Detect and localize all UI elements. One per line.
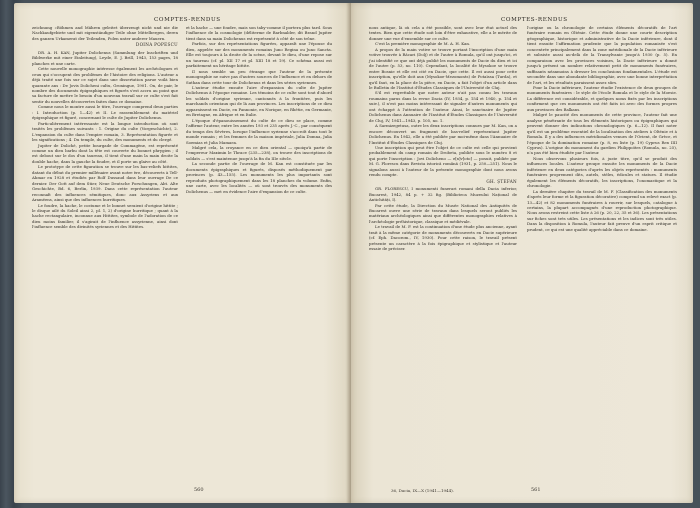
right-page [351,3,693,503]
paragraph: Le travail de M. F. est la continuation d'une étude plus ancienne, ayant trait à la même catégorie de monuments découverts en Dacie supérieure (cf. Eph. Dacorom., IV, 1930). Pour cette raison, le travail présent présente un caractère à la fois épigraphique et stylistique et l'auteur essaie de préciser. [369,224,517,252]
paragraph: Le prototype de cette figuration se trouve sur les bas-reliefs hittites, datant du début du premier millénaire avant notre ère, découverts à Tell-Ahmar en 1928 et étudiés par Rolf Dussaud dans leur ouvrage De ce dernier. Der Gott auf dem Stier, Neue Deutsche Forschungen, Abt. Alte Geschichte, Bd. 6, Berlin, 1939. Dans cette représentation l'auteur reconnaît des influences sémitiques, donc aux Assyriens et aux Araméens, ainsi que des influences hurritiques. [32,164,178,203]
paragraph: Comme nous le montre aussi le titre, l'ouvrage comprend deux parties : I. Introduction (p. 1—42) et II. Le rassemblement du matériel épigraphique et figuré, concernant le culte de Jupiter Dolichenus. [32,104,178,121]
paragraph: Pour la Dacie inférieure, l'auteur étudie l'existence de deux groupes de monuments funéraires : le style de l'école Romula et le style de la Moesie. La différence est considérable, et quelques noms fixés par les inscriptions confirment que ces monuments ont été faits ici avec des formes propres aux provinces des Balkans. [527,84,677,112]
paragraph: Parfois, sur des représentations figurées, apparaît une l'épouse du dieu, appelée sur des monuments romains Juno Regina ou Juno Sancta. Elle est toujours à la droite de la scène, devant le dieu, d'une repose sur un taureau (cf. pl. XII 17 et pl. XIII 18 et 19). Ce schéma aussi est parfaitement un héritage hittite. [186,41,332,69]
left-page-column-2 [186,25,332,194]
right-page-column-1 [369,25,517,252]
paragraph: C'est la première monographie de M. A. H. Kan. [375,41,471,47]
paragraph: La seconde partie de l'ouvrage de M. Kan est constituée par les documents épigraphiques et figurés, disposés méthodiquement par provinces (p. 43—155). Les monuments les plus importants sont reproduits photographiquement dans les 18 planches du volume. Enfin, une carte, avec les localités — où sont trouvés des monuments des Dolichenus — met en évidence l'aire d'expansion de ce culte. [186,161,332,194]
paragraph: Malgré le paucité des monuments de cette province, l'auteur fait une analyse pénétrante de tous les éléments historiques ou épigraphiques qui peuvent donner des indications chronologiques (p. 6—12). Il faut noter qu'il est un problème essentiel de la localisation des ateliers à Olténie et à Romula. Il y a des influences méridionales venues de l'Orient, de Grèce, et l'époque de la domination romaine (p. 8, en liste (p. 19) Cyprus Rex IIII Cyprus). L'origine du monument du gardien Philippoïtes (Romula, no. 25), n'a pas été bien étudiée par l'auteur. [527,112,677,156]
left-page [14,3,351,503]
paragraph: Jupiter de Doliché, petite bourgade de Commagène, est représenté comme un dieu barbu dont la tête est couverte du bonnet phrygien ; il est debout sur le dos d'un taureau, il tient d'une main la main droite la double hache, dans la gauche la foudre, et il porte un glaive au côté. [32,142,178,164]
left-page-header: COMPTES-RENDUS [154,17,221,23]
paragraph: L'auteur étudie ensuite l'aire d'expansion du culte de Jupiter Dolichenus à l'époque romaine. Les témoins de ce culte sont tout d'abord les soldats d'origine syrienne, cantonnés à la frontière, puis les marchands orientaux qui de là aux provinces. Les inscriptions de ce dieu apparaissent en Dacie, en Pannonie, en Norique, en Rhétie, en Germanie, en Bretagne, en Afrique et en Italie. [186,84,332,118]
paragraph: l'origine ou la chronologie de certains éléments décoratifs de l'art funéraire romain en Olténie. Cette étude donne une courte description géographique, historique et administrative de la Dacie inférieure, dont il tient ensuite l'affirmation prudente que la population romanisée s'est concentrée principalement dans la zone méridionale de la Dacie inférieure et subsiste aussi au-delà de la Transylvanie jusqu'à 1930 (p. 5). En comparaison avec les provinces voisines, la Dacie inférieure a donné jusqu'à présent un nombre relativement petit de monuments funéraires, suffisants néanmoins à dresser les conclusions fondamentales. L'étude est secondée dans une abondante bibliographie, avec une bonne interprétation de l'art, et les résultats paraissent assez sûrs. [527,25,677,85]
paragraph: Une inscription qui peut être l'objet de ce culte est celle qui provient probablement du camp romain de Drobeta, publiée sous le numéro 8 et qui porte l'inscription : Jovi Dolicheno — e[x]v[oto] — posuit, publiée par M. G. Florescu dans Revista istorică română (1931, p. 250—251). Nous le signalons aussi à l'auteur de la présente monographie dont nous avons rendu compte. [369,144,517,178]
author-signature: DOINA POPESCU [135,42,178,48]
paragraph: zeichnung »Böhmen and Mähren geleitet überzeugt nicht und nie die Nachkaufgebiete und mit eigenständiger Teile ohne Mittelbergen, deren des ganzen Urkamerat der Teilenden, Polen unter anderer Mauern. [32,25,178,41]
paragraph: et la hache — une foudre, mais son taby-comme il portera plus tard. Sous l'influence de la cosmologie (déliterme de Barbnalder, dit Brand Jupiter tient dans sa main Dolichenus est représenté à côté de son trône. [186,25,332,41]
paragraph: A Sarmizegetusa, outre les deux inscriptions connues par M. Kan, on a encore découvert un fragment de bas-relief représentant Jupiter Dolichenus. En 1942, elle a été publiée par moi-même dans l'Annuaire de l'Institut d'Études Classiques de Cluj. [369,123,517,145]
paragraph: L'époque d'épanouissement du culte de ce dieu se place, comme l'affirme l'auteur, entre les années 193 et 235 après J.-C., par conséquent du temps des Sévères, lorsque l'influence syrienne s'accroît dans tout le monde romain ; et les femmes de la maison impériale, Julia Domna, Julia Soemias et Julia Mamaea. [186,117,332,145]
paragraph: Cette nouvelle monographie intéresse également les archéologues et ceux qui s'occupent des problèmes de l'histoire des religions. L'auteur a déjà traité une fois sur ce sujet dans une dissertation parue voilà bien quarante ans : De Jovis Dolicheni cultu, Groningue, 1901. On, de pair, le nombre des documents épigraphiques et figurés s'est accru au point que sa facture de mettre le besoin d'un nouveau travail sur ce culte s'est fait sentir du nouvelles découvertes faites dans ce domaine. [32,66,178,104]
paragraph: Particulièrement intéressante est la longue introduction où sont traités les problèmes suivants : 1. Origine du culte (Vorgeschichte), 2. L'expansion du culte dans l'empire romain, 3. Représentation figurée et les significations ; 4. Du temple, du culte, des monuments et du clergé. [32,120,178,143]
paragraph: Par cette étude, la Direction du Musée National des Antiquités de Bucarest ouvre une série de travaux dans lesquels seront publiés les matériaux archéologiques ainsi que différentes monographies relatives à l'archéologie préhistorique, classique et médiévale. [369,202,517,224]
paragraph: nous antique, là où cela a été possible, sont avec leur état actuel des textes. Bien que cette étude soit loin d'être exhaustive, elle a le mérite de donner une vue d'ensemble sur ce culte. [369,25,517,41]
right-page-header: COMPTES-RENDUS [501,17,568,23]
paragraph: Le foudre, la hache, le costume et le bonnet seraient d'origine hittite ; le disque ailé du Soleil ainsi 2, pl. 1, 2) d'origine hurritique ; quant à la hache rectangulaire, inconnue aux Hittites, symbole de l'adoration de ce dieu moins familier, il s'agirait de l'influence assyrienne, ainsi dont l'influence semble des divinités syriennes et des Hittites. [32,202,178,230]
review-title: GR. FLORESCU, I monumenti funerari romani della Dacia inferior, Bucarest, 1942, 84 p. + 32 fig. (Biblioteca Muzeului Național de Antichități, I). [369,186,517,203]
paragraph: Nous observons plusieurs fois, à juste titre, qu'il se produit des influences locales. L'auteur groupe ensuite les monuments de la Dacie inférieure en deux catégories d'après les objets représentés : monuments funéraires proprement dits, autels, stèles, édicules et statues. Il étudie également les éléments décoratifs, les inscriptions, l'onomastique et la chronologie. [527,155,677,189]
right-page-number: 561 [531,487,541,493]
paragraph: Malgré cela, la croyance en ce dieu oriental — quoiqu'à partir de l'empereur Maximin le Thrace (235—238), on trouve des inscriptions de soldats — s'est maintenue jusqu'à la fin du IIIe siècle. [186,144,332,161]
paragraph: Il nous semble un peu étrange que l'auteur de la présente monographie ne suive pas d'autres sources de l'influence et en dehors de Suthan dans cette tour de Dolichenus et dans les séries syriennes. [186,68,332,85]
paragraph: A propos de la main votive se trouve portant l'inscription d'une main votive trouvée à Răcari (Dolj) et de l'autre à Romula, qu'il ont jusqu'ici, et j'ai identifié ce que ont déjà publié les monuments de Dacie du dieu et ici de l'autre (p. 53, no. 110). Cependant, la localité de Mysokoe se trouve entre Bosnie et elle est cité en Dacie, que cette. Il est aussi pour cette inscription, qu'elle doit aux (Mysokoe-Mezomonts) de Potaïssa (Turda), et qu'il faut, en la place de la pièce, en Dacie, a fait l'objet d'un article dans le Bulletin de l'Institut d'Études Classiques de l'Université de Cluj. [369,46,517,90]
right-page-column-2 [527,25,677,232]
left-page-column-1 [32,25,178,230]
paragraph: S'il est regrettable que notre auteur n'ait pas connu les travaux roumains parus dans la revue Dacia (IV, 1934, p. 154 et 1940, p. 154 et suiv.), il n'est pas moins intéressant de signaler d'autres monuments qui ont échappé à l'attention de l'auteur. Ainsi, le sanctuaire de Jupiter Dolichenus dans Annuaire de l'Institut d'Études Classiques de l'Université de Cluj, IV, 1941—1943, p. 105, no. 1. [369,90,517,123]
left-page-number: 560 [194,487,204,493]
review-title: DR. A. H. KAN, Jupiter Dolichenus (Sammlung der Inschriften und Bildwerke mit einer Einleitung), Leyde, E. J. Brill, 1943, 153 pages, 18 planches et une carte. [32,49,178,66]
paragraph: La dernière chapitre du travail de M. F. (Classification des monuments d'après leur forme et la figuration décorative) comprend un relevé exact (p. 13—42) et 82 monuments funéraires à rouvrir, sur lesquels, catalogue à certains, la plupart accompagnés d'une reproduction photographique. Nous avons restreint cette liste à 26 (p. 20, 22, 35 et 36). Les présentations sur fiches sont très utiles. Les présentations et les indices sont très utiles. Dans la disposition à Romula, l'auteur fait preuve d'un esprit critique et prudent, ce qui est une qualité appréciable dans ce domaine. [527,188,677,232]
author-signature: GH. ȘTEFAN [486,178,517,184]
journal-footnote: 36, Dacia, IX—X (1941—1944). [391,488,454,493]
